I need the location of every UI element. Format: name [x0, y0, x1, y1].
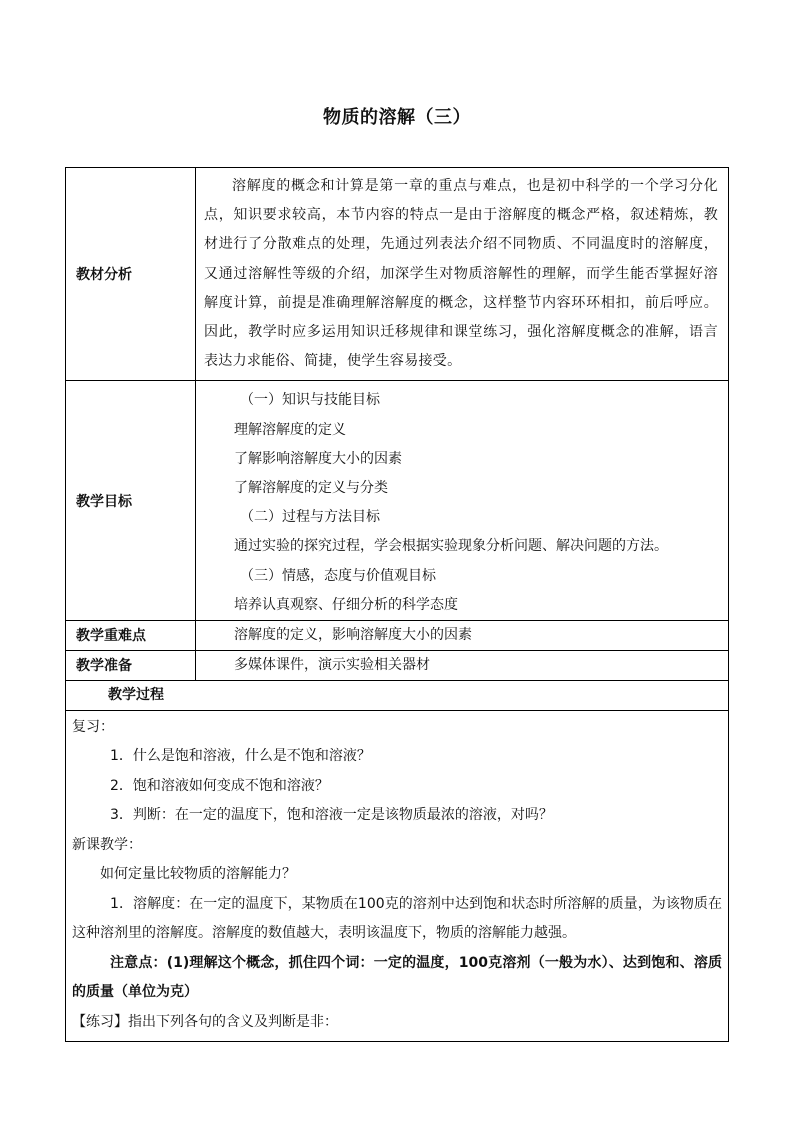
review-item: 2．饱和溶液如何变成不饱和溶液？ [110, 777, 329, 794]
review-item: 3．判断：在一定的温度下，饱和溶液一定是该物质最浓的溶液，对吗？ [110, 807, 553, 824]
goal-line: （二）过程与方法目标 [240, 509, 380, 526]
table-row-goals [66, 381, 729, 621]
row-label-preparation: 教学准备 [66, 650, 196, 680]
row-content-material [196, 168, 729, 381]
goal-line: 理解溶解度的定义 [234, 421, 346, 438]
table-row-key-points [66, 620, 729, 650]
key-points-text: 溶解度的定义，影响溶解度大小的因素 [234, 626, 472, 643]
row-label-goals: 教学目标 [66, 381, 196, 621]
goal-line: （三）情感，态度与价值观目标 [240, 567, 436, 584]
table-row-material [66, 168, 729, 381]
lesson-question: 如何定量比较物质的溶解能力？ [100, 866, 296, 883]
review-item: 1．什么是饱和溶液，什么是不饱和溶液？ [110, 748, 371, 765]
goal-line: （一）知识与技能目标 [240, 392, 380, 409]
lesson-plan-table [65, 167, 729, 1042]
row-label-material: 教材分析 [66, 168, 196, 381]
process-heading-cell [66, 680, 729, 710]
row-label-key-points: 教学重难点 [66, 620, 196, 650]
table-row-preparation [66, 650, 729, 680]
goal-line: 了解溶解度的定义与分类 [234, 479, 388, 496]
new-lesson-label: 新课教学： [72, 836, 142, 853]
review-label: 复习： [72, 718, 114, 735]
exercise-prompt: 【练习】指出下列各句的含义及判断是非： [72, 1013, 338, 1030]
row-content-preparation [196, 650, 729, 680]
process-content-cell [66, 710, 729, 1042]
goal-line: 通过实验的探究过程，学会根据实验现象分析问题、解决问题的方法。 [234, 538, 668, 555]
page-title: 物质的溶解（三） [323, 107, 471, 128]
row-content-key-points [196, 620, 729, 650]
material-analysis-text: 溶解度的概念和计算是第一章的重点与难点，也是初中科学的一个学习分化点，知识要求较高，本节内容的特点一是由于溶解度的概念严格，叙述精炼，教材进行了分散难点的处理，先通过列表法介绍不同物质、不同温度时的溶解度，又通过溶解性等级的介绍，加深学生对物质溶解性的理解，而学生能否掌握好溶解度计算，前提是准确理解溶解度的概念，这样整节内容环环相扣，前后呼应。因此，教学时应多运用知识迁移规律和课堂练习，强化溶解度概念的准解，语言表达力求能俗、简捷，使学生容易接受。 [204, 178, 718, 370]
process-heading: 教学过程 [108, 686, 164, 703]
goal-line: 培养认真观察、仔细分析的科学态度 [234, 596, 458, 613]
preparation-text: 多媒体课件，演示实验相关器材 [234, 656, 430, 673]
attention-note: 注意点：(1)理解这个概念，抓住四个词：一定的温度，100克溶剂（一般为水）、达到饱和、溶质的质量（单位为克） [72, 954, 722, 1001]
solubility-definition: 1．溶解度：在一定的温度下，某物质在100克的溶剂中达到饱和状态时所溶解的质量，为该物质在这种溶剂里的溶解度。溶解度的数值越大，表明该温度下，物质的溶解能力越强。 [72, 895, 722, 942]
table-row-process [66, 710, 729, 1042]
table-row-process-heading [66, 680, 729, 710]
row-content-goals [196, 381, 729, 621]
goal-line: 了解影响溶解度大小的因素 [234, 450, 402, 467]
